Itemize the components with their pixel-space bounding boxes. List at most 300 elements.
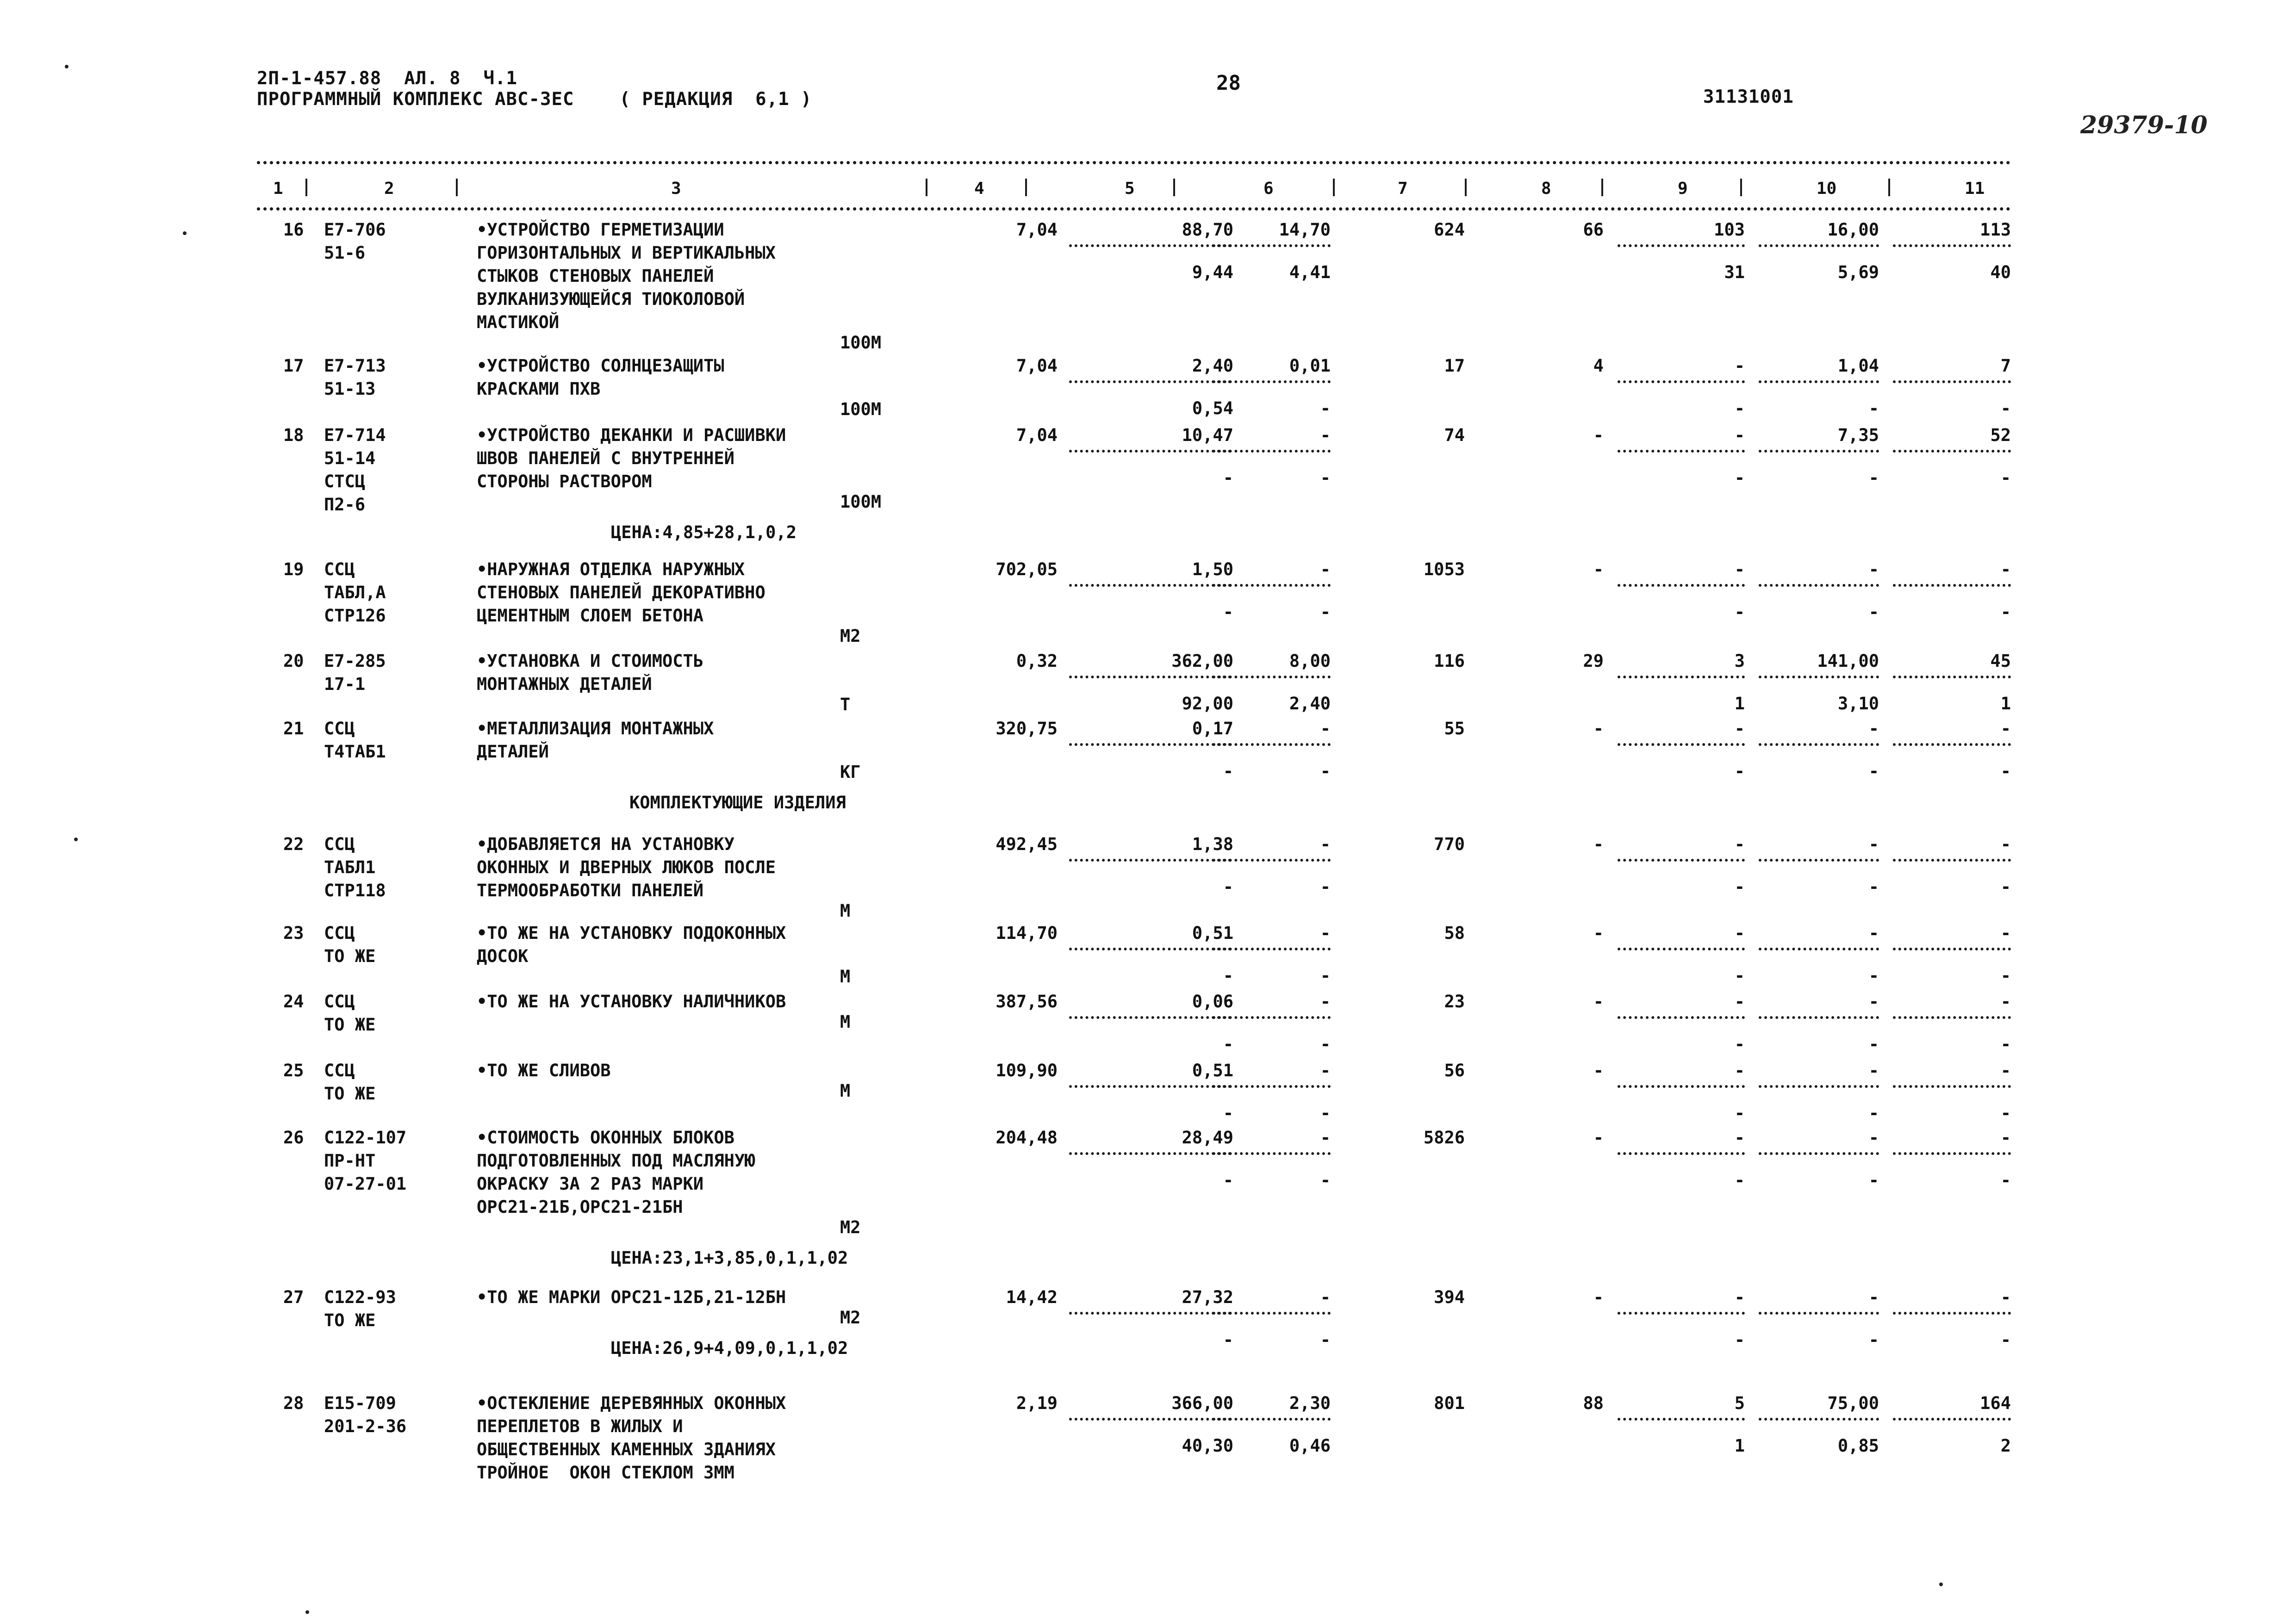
wage-share-machines: - <box>1320 1330 1331 1350</box>
cost-divider <box>1759 380 1879 383</box>
work-description: •ОСТЕКЛЕНИЕ ДЕРЕВЯННЫХ ОКОННЫХ <box>477 1393 786 1413</box>
row-number: 22 <box>283 834 304 854</box>
norm-code: ТО ЖЕ <box>324 1310 376 1330</box>
labor-hours-unit: 16,00 <box>1827 220 1879 240</box>
norm-code: 51-6 <box>324 243 366 263</box>
wage-share-unit: - <box>1223 602 1233 622</box>
operator-hours-unit: - <box>1868 398 1879 418</box>
work-description: ОРС21-21Б,ОРС21-21БН <box>477 1197 683 1217</box>
work-description: СТОРОНЫ РАСТВОРОМ <box>477 472 652 491</box>
cost-divider <box>1069 743 1231 746</box>
wage-share-unit: - <box>1223 1034 1233 1054</box>
price-formula: ЦЕНА:23,1+3,85,0,1,1,02 <box>611 1248 848 1268</box>
row-number: 28 <box>283 1393 304 1413</box>
wage-share-machines: - <box>1320 468 1331 488</box>
unit-cost-machines: 2,30 <box>1289 1393 1331 1413</box>
norm-code: ТО ЖЕ <box>324 1084 376 1104</box>
quantity: 320,75 <box>996 719 1058 739</box>
norm-code: ССЦ <box>324 1061 355 1080</box>
work-description: ШВОВ ПАНЕЛЕЙ С ВНУТРЕННЕЙ <box>477 448 734 468</box>
work-description: КРАСКАМИ ПХВ <box>477 379 601 399</box>
quantity: 109,90 <box>996 1061 1058 1080</box>
column-header-rule <box>257 207 2011 211</box>
cost-divider <box>1759 450 1879 453</box>
wage-share-unit: - <box>1223 761 1233 781</box>
wage-share-machine-cost: - <box>1734 1103 1745 1123</box>
unit-cost-total: 28,49 <box>1182 1128 1233 1148</box>
labor-hours-total: - <box>2000 923 2011 943</box>
cost-divider <box>1069 1085 1231 1088</box>
cost-divider <box>1069 1016 1231 1019</box>
operator-hours-unit: - <box>1868 877 1879 897</box>
machine-cost: - <box>1734 356 1745 376</box>
row-number: 26 <box>283 1128 304 1148</box>
unit-cost-total: 2,40 <box>1192 356 1233 376</box>
work-description: •УСТРОЙСТВО СОЛНЦЕЗАЩИТЫ <box>477 356 724 376</box>
row-number: 18 <box>283 425 304 445</box>
operator-hours-unit: 5,69 <box>1837 262 1879 282</box>
work-description: ТРОЙНОЕ ОКОН СТЕКЛОМ 3ММ <box>477 1463 734 1483</box>
cost-divider <box>1893 948 2011 950</box>
cost-divider <box>1213 244 1331 247</box>
labor-hours-unit: - <box>1868 1061 1879 1080</box>
labor-cost: - <box>1593 425 1604 445</box>
wage-share-machine-cost: - <box>1734 1170 1745 1190</box>
unit-cost-total: 1,50 <box>1192 559 1233 579</box>
unit-cost-total: 10,47 <box>1182 425 1233 445</box>
cost-divider <box>1618 450 1745 453</box>
norm-code: ССЦ <box>324 992 355 1012</box>
wage-share-unit: - <box>1223 1103 1233 1123</box>
cost-divider <box>1759 584 1879 587</box>
operator-hours-total: 40 <box>1990 262 2011 282</box>
unit-cost-machines: - <box>1320 719 1331 739</box>
cost-divider <box>1213 1016 1331 1019</box>
work-description: МОНТАЖНЫХ ДЕТАЛЕЙ <box>477 674 652 694</box>
work-description: ОКРАСКУ ЗА 2 РАЗ МАРКИ <box>477 1174 704 1194</box>
work-description: •ТО ЖЕ НА УСТАНОВКУ НАЛИЧНИКОВ <box>477 992 786 1012</box>
cost-divider <box>1069 584 1231 587</box>
labor-hours-total: - <box>2000 992 2011 1012</box>
norm-code: СТР118 <box>324 881 386 900</box>
norm-code: ТАБЛ1 <box>324 857 376 877</box>
norm-code: СТР126 <box>324 606 386 626</box>
column-number: 11 <box>1965 179 1985 198</box>
column-separator <box>305 179 307 196</box>
norm-code: ТАБЛ,А <box>324 583 386 602</box>
labor-hours-total: - <box>2000 834 2011 854</box>
labor-hours-total: - <box>2000 1128 2011 1148</box>
norm-code: ПР-НТ <box>324 1151 376 1171</box>
total-cost: 23 <box>1444 992 1465 1012</box>
row-number: 19 <box>283 559 304 579</box>
row-number: 24 <box>283 992 304 1012</box>
operator-hours-total: 1 <box>2000 694 2011 714</box>
cost-divider <box>1759 1312 1879 1315</box>
norm-code: С122-93 <box>324 1287 396 1307</box>
operator-hours-total: 2 <box>2000 1436 2011 1456</box>
wage-share-unit: - <box>1223 1330 1233 1350</box>
cost-divider <box>1759 948 1879 950</box>
norm-code: ССЦ <box>324 559 355 579</box>
operator-hours-unit: 0,85 <box>1837 1436 1879 1456</box>
labor-cost: 88 <box>1583 1393 1604 1413</box>
operator-hours-unit: - <box>1868 966 1879 986</box>
work-description: •ТО ЖЕ СЛИВОВ <box>477 1061 611 1080</box>
wage-share-machines: - <box>1320 761 1331 781</box>
work-description: ДОСОК <box>477 946 529 966</box>
machine-cost: 5 <box>1734 1393 1745 1413</box>
column-separator <box>1888 179 1890 196</box>
unit-cost-total: 366,00 <box>1171 1393 1233 1413</box>
total-cost: 58 <box>1444 923 1465 943</box>
column-separator <box>926 179 927 196</box>
operator-hours-unit: - <box>1868 761 1879 781</box>
cost-divider <box>1893 1312 2011 1315</box>
operator-hours-unit: 3,10 <box>1837 694 1879 714</box>
labor-hours-total: 52 <box>1990 425 2011 445</box>
wage-share-machine-cost: 1 <box>1734 1436 1745 1456</box>
work-description: ВУЛКАНИЗУЮЩЕЙСЯ ТИОКОЛОВОЙ <box>477 289 745 309</box>
norm-code: П2-6 <box>324 495 366 515</box>
total-cost: 1053 <box>1423 559 1465 579</box>
wage-share-machine-cost: - <box>1734 398 1745 418</box>
labor-cost: 4 <box>1593 356 1604 376</box>
wage-share-unit: 92,00 <box>1182 694 1233 714</box>
norm-code: СТСЦ <box>324 472 366 491</box>
work-description: ОКОННЫХ И ДВЕРНЫХ ЛЮКОВ ПОСЛЕ <box>477 857 776 877</box>
unit-of-measure: 100М <box>840 492 882 512</box>
unit-of-measure: М <box>840 1012 851 1032</box>
total-cost: 801 <box>1434 1393 1465 1413</box>
cost-divider <box>1213 1418 1331 1421</box>
unit-of-measure: М2 <box>840 1308 861 1328</box>
cost-divider <box>1893 1016 2011 1019</box>
labor-cost: - <box>1593 559 1604 579</box>
labor-hours-unit: - <box>1868 834 1879 854</box>
wage-share-unit: 40,30 <box>1182 1436 1233 1456</box>
cost-divider <box>1759 1418 1879 1421</box>
unit-of-measure: М2 <box>840 1217 861 1237</box>
work-description: •ДОБАВЛЯЕТСЯ НА УСТАНОВКУ <box>477 834 734 854</box>
unit-cost-total: 0,51 <box>1192 923 1233 943</box>
norm-code: Е15-709 <box>324 1393 396 1413</box>
cost-divider <box>1893 244 2011 247</box>
cost-divider <box>1893 1418 2011 1421</box>
work-description: СТЫКОВ СТЕНОВЫХ ПАНЕЛЕЙ <box>477 266 714 286</box>
operator-hours-total: - <box>2000 1103 2011 1123</box>
price-formula: ЦЕНА:4,85+28,1,0,2 <box>611 522 796 542</box>
quantity: 114,70 <box>996 923 1058 943</box>
labor-hours-unit: - <box>1868 1287 1879 1307</box>
norm-code: ССЦ <box>324 834 355 854</box>
column-separator <box>1173 179 1175 196</box>
norm-code: 07-27-01 <box>324 1174 407 1194</box>
wage-share-unit: - <box>1223 468 1233 488</box>
wage-share-machine-cost: 1 <box>1734 694 1745 714</box>
scan-speck <box>74 838 78 841</box>
quantity: 387,56 <box>996 992 1058 1012</box>
price-formula: ЦЕНА:26,9+4,09,0,1,1,02 <box>611 1338 848 1358</box>
norm-code: ТО ЖЕ <box>324 946 376 966</box>
scan-speck <box>183 231 187 235</box>
wage-share-machines: 0,46 <box>1289 1436 1331 1456</box>
machine-cost: - <box>1734 923 1745 943</box>
work-description: •ТО ЖЕ НА УСТАНОВКУ ПОДОКОННЫХ <box>477 923 786 943</box>
unit-cost-machines: 14,70 <box>1279 220 1331 240</box>
column-number: 6 <box>1263 179 1274 198</box>
cost-divider <box>1893 584 2011 587</box>
unit-cost-machines: - <box>1320 425 1331 445</box>
operator-hours-total: - <box>2000 1330 2011 1350</box>
cost-divider <box>1213 1312 1331 1315</box>
unit-cost-total: 0,06 <box>1192 992 1233 1012</box>
wage-share-machines: - <box>1320 602 1331 622</box>
labor-hours-total: 113 <box>1980 220 2011 240</box>
cost-divider <box>1893 380 2011 383</box>
wage-share-machine-cost: 31 <box>1724 262 1745 282</box>
total-cost: 116 <box>1434 651 1465 671</box>
wage-share-machines: 2,40 <box>1289 694 1331 714</box>
cost-divider <box>1069 859 1231 862</box>
labor-hours-total: 45 <box>1990 651 2011 671</box>
scan-speck <box>1939 1583 1943 1586</box>
labor-hours-unit: 7,35 <box>1837 425 1879 445</box>
norm-code: Е7-706 <box>324 220 386 240</box>
cost-divider <box>1213 450 1331 453</box>
labor-hours-total: 164 <box>1980 1393 2011 1413</box>
unit-cost-machines: - <box>1320 834 1331 854</box>
work-description: СТЕНОВЫХ ПАНЕЛЕЙ ДЕКОРАТИВНО <box>477 583 765 602</box>
unit-cost-machines: - <box>1320 992 1331 1012</box>
operator-hours-unit: - <box>1868 1034 1879 1054</box>
wage-share-machines: - <box>1320 877 1331 897</box>
quantity: 702,05 <box>996 559 1058 579</box>
wage-share-unit: - <box>1223 1170 1233 1190</box>
operator-hours-total: - <box>2000 966 2011 986</box>
total-cost: 17 <box>1444 356 1465 376</box>
labor-hours-unit: - <box>1868 992 1879 1012</box>
labor-cost: - <box>1593 719 1604 739</box>
labor-hours-total: - <box>2000 719 2011 739</box>
cost-divider <box>1893 1085 2011 1088</box>
cost-divider <box>1069 1152 1231 1155</box>
cost-divider <box>1618 743 1745 746</box>
quantity: 7,04 <box>1016 356 1058 376</box>
column-number: 8 <box>1541 179 1551 198</box>
unit-of-measure: М <box>840 967 851 987</box>
operator-hours-total: - <box>2000 761 2011 781</box>
column-number: 2 <box>384 179 394 198</box>
operator-hours-total: - <box>2000 602 2011 622</box>
section-heading: КОМПЛЕКТУЮЩИЕ ИЗДЕЛИЯ <box>629 793 846 813</box>
wage-share-unit: 0,54 <box>1192 398 1233 418</box>
operator-hours-unit: - <box>1868 1330 1879 1350</box>
norm-code: Е7-285 <box>324 651 386 671</box>
column-number: 4 <box>974 179 984 198</box>
cost-divider <box>1213 1152 1331 1155</box>
cost-divider <box>1213 676 1331 678</box>
cost-divider <box>1213 743 1331 746</box>
machine-cost: - <box>1734 834 1745 854</box>
norm-code: ССЦ <box>324 923 355 943</box>
cost-divider <box>1069 450 1231 453</box>
column-separator <box>1025 179 1027 196</box>
unit-of-measure: Т <box>840 695 851 714</box>
column-separator <box>456 179 458 196</box>
total-cost: 74 <box>1444 425 1465 445</box>
column-number: 9 <box>1678 179 1688 198</box>
norm-code: ТО ЖЕ <box>324 1015 376 1035</box>
work-description: •УСТРОЙСТВО ГЕРМЕТИЗАЦИИ <box>477 220 724 240</box>
wage-share-machines: - <box>1320 1034 1331 1054</box>
machine-cost: 103 <box>1714 220 1745 240</box>
quantity: 7,04 <box>1016 425 1058 445</box>
work-description: ГОРИЗОНТАЛЬНЫХ И ВЕРТИКАЛЬНЫХ <box>477 243 776 263</box>
unit-cost-machines: 8,00 <box>1289 651 1331 671</box>
operator-hours-unit: - <box>1868 468 1879 488</box>
cost-divider <box>1618 584 1745 587</box>
cost-divider <box>1213 380 1331 383</box>
quantity: 7,04 <box>1016 220 1058 240</box>
wage-share-unit: 9,44 <box>1192 262 1233 282</box>
labor-hours-unit: - <box>1868 719 1879 739</box>
row-number: 27 <box>283 1287 304 1307</box>
handwritten-inventory-number: 29379-10 <box>2080 111 2208 139</box>
labor-hours-total: - <box>2000 1061 2011 1080</box>
unit-of-measure: М <box>840 1081 851 1101</box>
cost-divider <box>1069 380 1231 383</box>
unit-cost-total: 0,51 <box>1192 1061 1233 1080</box>
quantity: 2,19 <box>1016 1393 1058 1413</box>
cost-divider <box>1759 1152 1879 1155</box>
operator-hours-total: - <box>2000 877 2011 897</box>
cost-divider <box>1618 948 1745 950</box>
machine-cost: - <box>1734 1128 1745 1148</box>
unit-of-measure: 100М <box>840 333 882 353</box>
labor-hours-total: 7 <box>2000 356 2011 376</box>
cost-divider <box>1759 244 1879 247</box>
cost-divider <box>1213 859 1331 862</box>
operator-hours-total: - <box>2000 1034 2011 1054</box>
total-cost: 5826 <box>1423 1128 1465 1148</box>
cost-divider <box>1893 450 2011 453</box>
unit-cost-machines: - <box>1320 1287 1331 1307</box>
labor-cost: - <box>1593 923 1604 943</box>
wage-share-machine-cost: - <box>1734 761 1745 781</box>
work-description: ПЕРЕПЛЕТОВ В ЖИЛЫХ И <box>477 1416 683 1436</box>
operator-hours-unit: - <box>1868 1103 1879 1123</box>
cost-divider <box>1618 1152 1745 1155</box>
wage-share-machine-cost: - <box>1734 966 1745 986</box>
wage-share-unit: - <box>1223 877 1233 897</box>
document-reference: 2П-1-457.88 АЛ. 8 Ч.1 <box>257 68 518 89</box>
column-number: 1 <box>273 179 283 198</box>
wage-share-machines: - <box>1320 966 1331 986</box>
labor-cost: - <box>1593 1061 1604 1080</box>
norm-code: 51-13 <box>324 379 376 399</box>
norm-code: 201-2-36 <box>324 1416 407 1436</box>
program-title: ПРОГРАММНЫЙ КОМПЛЕКС АВС-ЗЕС ( РЕДАКЦИЯ 6,1 ) <box>257 89 812 110</box>
work-description: ДЕТАЛЕЙ <box>477 742 549 762</box>
unit-of-measure: КГ <box>840 762 861 782</box>
unit-cost-total: 0,17 <box>1192 719 1233 739</box>
unit-cost-total: 88,70 <box>1182 220 1233 240</box>
column-separator <box>1333 179 1335 196</box>
operator-hours-unit: - <box>1868 1170 1879 1190</box>
cost-divider <box>1069 1418 1231 1421</box>
work-description: ПОДГОТОВЛЕННЫХ ПОД МАСЛЯНУЮ <box>477 1151 755 1171</box>
column-separator <box>1465 179 1467 196</box>
cost-divider <box>1213 584 1331 587</box>
unit-cost-machines: - <box>1320 1128 1331 1148</box>
work-description: ТЕРМООБРАБОТКИ ПАНЕЛЕЙ <box>477 881 704 900</box>
unit-of-measure: 100М <box>840 399 882 419</box>
column-number: 10 <box>1817 179 1837 198</box>
row-number: 23 <box>283 923 304 943</box>
labor-hours-unit: - <box>1868 923 1879 943</box>
machine-cost: - <box>1734 1061 1745 1080</box>
work-description: ЦЕМЕНТНЫМ СЛОЕМ БЕТОНА <box>477 606 704 626</box>
column-separator <box>1740 179 1742 196</box>
machine-cost: - <box>1734 719 1745 739</box>
row-number: 20 <box>283 651 304 671</box>
total-cost: 624 <box>1434 220 1465 240</box>
total-cost: 56 <box>1444 1061 1465 1080</box>
work-description: •УСТАНОВКА И СТОИМОСТЬ <box>477 651 704 671</box>
wage-share-machine-cost: - <box>1734 1034 1745 1054</box>
unit-cost-machines: 0,01 <box>1289 356 1331 376</box>
operator-hours-total: - <box>2000 398 2011 418</box>
wage-share-unit: - <box>1223 966 1233 986</box>
cost-divider <box>1618 1085 1745 1088</box>
norm-code: 51-14 <box>324 448 376 468</box>
cost-divider <box>1893 676 2011 678</box>
norm-code: ССЦ <box>324 719 355 739</box>
cost-divider <box>1069 244 1231 247</box>
cost-divider <box>1618 859 1745 862</box>
cost-divider <box>1069 948 1231 950</box>
cost-divider <box>1893 1152 2011 1155</box>
row-number: 21 <box>283 719 304 739</box>
cost-divider <box>1069 676 1231 678</box>
labor-hours-unit: - <box>1868 1128 1879 1148</box>
unit-cost-total: 27,32 <box>1182 1287 1233 1307</box>
quantity: 204,48 <box>996 1128 1058 1148</box>
cost-divider <box>1618 1418 1745 1421</box>
cost-divider <box>1213 1085 1331 1088</box>
scan-speck <box>305 1610 309 1614</box>
norm-code: 17-1 <box>324 674 366 694</box>
document-code: 31131001 <box>1703 87 1794 107</box>
wage-share-machine-cost: - <box>1734 1330 1745 1350</box>
machine-cost: - <box>1734 992 1745 1012</box>
norm-code: С122-107 <box>324 1128 407 1148</box>
unit-cost-total: 362,00 <box>1171 651 1233 671</box>
wage-share-machine-cost: - <box>1734 602 1745 622</box>
operator-hours-unit: - <box>1868 602 1879 622</box>
unit-of-measure: М <box>840 901 851 921</box>
wage-share-machine-cost: - <box>1734 468 1745 488</box>
quantity: 14,42 <box>1006 1287 1058 1307</box>
norm-code: Т4ТАБ1 <box>324 742 386 762</box>
cost-divider <box>1759 1085 1879 1088</box>
labor-cost: - <box>1593 992 1604 1012</box>
machine-cost: - <box>1734 425 1745 445</box>
total-cost: 55 <box>1444 719 1465 739</box>
scan-speck <box>65 65 68 68</box>
cost-divider <box>1759 743 1879 746</box>
